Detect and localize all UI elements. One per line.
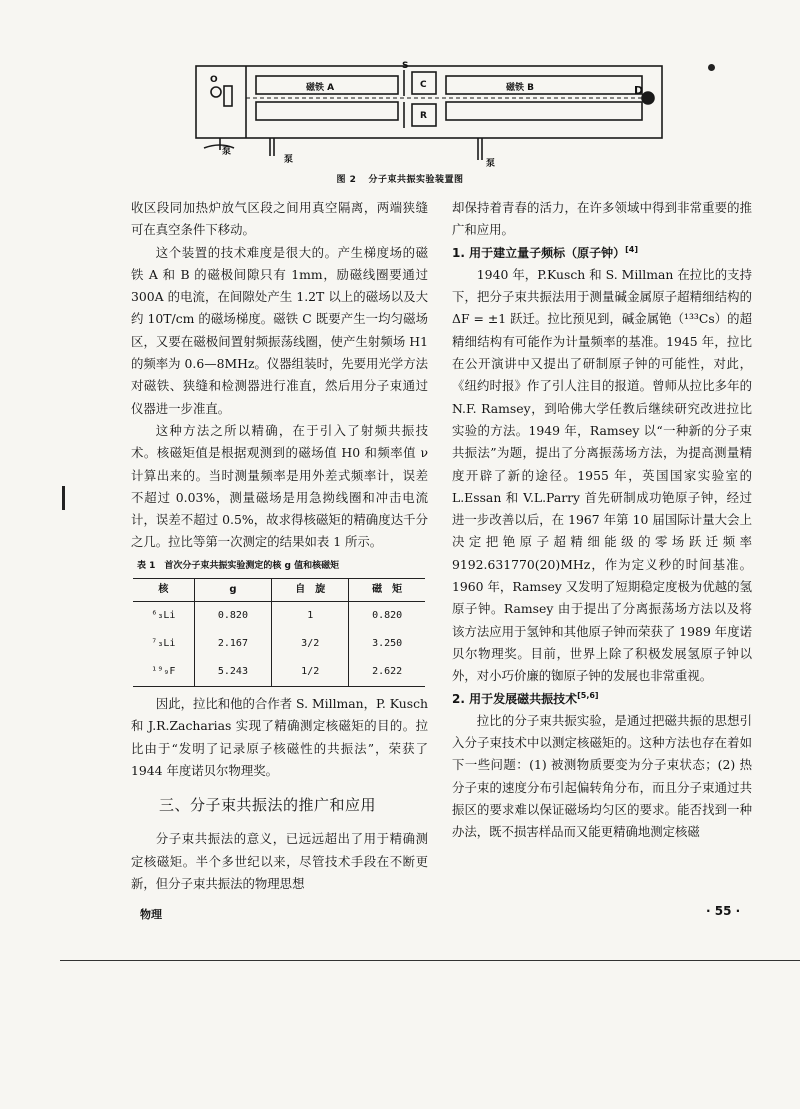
- table-cell: 3/2: [272, 630, 349, 658]
- paragraph: 因此，拉比和他的合作者 S. Millman，P. Kusch 和 J.R.Zacharias 实现了精确测定核磁矩的目的。拉比由于“发明了记录原子核磁性的共振法”，荣获了 1944 年度诺贝尔物理奖。: [131, 696, 428, 778]
- label-magnet-b: 磁铁 B: [506, 83, 534, 93]
- figure-caption-number: 图 2: [336, 175, 357, 185]
- paragraph: 这个装置的技术难度是很大的。产生梯度场的磁铁 A 和 B 的磁极间隙只有 1mm，励磁线圈要通过 300A 的电流，在间隙处产生 1.2T 以上的磁场以及大约 10T/cm 的磁场梯度。磁铁 C 既要产生一均匀磁场区，又要在磁极间置射频振荡线圈，使产生射频场 H1 的频率为 0.6—8MHz。仪器组装时，先要用光学方法对磁铁、狭缝和检测器进行准直，然后用分子束通过仪器进一步准直。: [131, 244, 428, 416]
- scan-speck: [62, 486, 65, 510]
- label-magnet-a: 磁铁 A: [306, 83, 335, 93]
- paragraph: 1940 年，P.Kusch 和 S. Millman 在拉比的支持下，把分子束共振法用于测量碱金属原子超精细结构的 ΔF = ±1 跃迁。拉比预见到，碱金属铯（¹³³Cs）的超精细结构有可能作为计量频率的基准。1945 年，拉比在公开演讲中又提出了研制原子钟的可能性，对此，《纽约时报》作了引人注目的报道。曾师从拉比多年的 N.F. Ramsey，到哈佛大学任教后继续研究改进拉比实验的方法。1949 年，Ramsey 以“一种新的分子束共振法”为题，提出了分离振荡场方法，为提高测量精度开辟了新的途径。1955 年，英国国家实验室的 L.Essan 和 V.L.Parry 首先研制成功铯原子钟，经过进一步改善以后，在 1967 年第 10 届国际计量大会上决定把铯原子超精细能级的零场跃迁频率 9192.631770(20)MHz，作为定义秒的时间基准。1960 年，Ramsey 又发明了短期稳定度极为优越的氢原子钟。Ramsey 由于提出了分离振荡场方法以及将该方法应用于氢钟和其他原子钟而荣获了 1989 年度诺贝尔物理奖。目前，世界上除了积极发展氢原子钟以外，对小巧价廉的铷原子钟的发展也非常重视。: [452, 266, 752, 684]
- table-caption: 表 1 首次分子束共振实验测定的核 g 值和核磁矩: [137, 560, 340, 571]
- table-cell: 0.820: [349, 602, 425, 631]
- subsection-heading-clock: [452, 242, 752, 264]
- nuclear-moment-table: [133, 578, 425, 687]
- paragraph: 这种方法之所以精确，在于引入了射频共振技术。核磁矩值是根据观测到的磁场值 H0 和频率值 ν 计算出来的。当时测量频率是用外差式频率计，误差不超过 0.03%，测量磁场是用急拗线圈和冲击电流计，误差不超过 0.5%，故求得核磁矩的精确度达千分之几。拉比等第一次测定的结果如表 1 所示。: [131, 422, 428, 550]
- table-cell: 2.622: [349, 658, 425, 687]
- table-row: [133, 602, 425, 631]
- paragraph: 收区段同加热炉放气区段之间用真空隔离，两端狭缝可在真空条件下移动。: [131, 200, 428, 238]
- footer-journal-name: 物理: [140, 908, 162, 921]
- reference-mark: [5,6]: [577, 690, 599, 700]
- table-cell: ¹⁹₉F: [151, 665, 176, 677]
- footer-page-number: · 55 ·: [706, 904, 741, 918]
- subsection-heading-mr: [452, 688, 752, 710]
- subsection-heading-text: 2. 用于发展磁共振技术: [452, 691, 578, 706]
- table-cell: ⁷₃Li: [151, 637, 176, 649]
- table-cell: ⁶₃Li: [151, 609, 176, 621]
- figure-caption-text: 分子束共振实验装置图: [368, 175, 464, 185]
- label-pump-3: 泵: [486, 159, 496, 168]
- subsection-heading-text: 1. 用于建立量子频标（原子钟）: [452, 245, 626, 260]
- scan-speck: [708, 64, 715, 71]
- paragraph: 分子束共振法的意义，已远远超出了用于精确测定核磁矩。半个多世纪以来，尽管技术手段在不断更新，但分子束共振法的物理思想: [131, 831, 428, 891]
- label-o: O: [210, 75, 218, 85]
- table-cell: 5.243: [194, 658, 271, 687]
- apparatus-diagram: [150, 56, 670, 168]
- table-header: 磁 矩: [349, 578, 425, 601]
- bottom-rule: [60, 960, 800, 961]
- table-header: 自 旋: [272, 578, 349, 601]
- label-pump-2: 泵: [284, 155, 294, 165]
- table-row: [133, 658, 425, 687]
- table-cell: 1/2: [272, 658, 349, 687]
- label-d: D: [634, 84, 644, 97]
- table-header: g: [194, 578, 271, 601]
- reference-mark: [4]: [625, 244, 638, 254]
- paragraph: 却保持着青春的活力，在许多领域中得到非常重要的推广和应用。: [452, 200, 752, 238]
- table-cell: 1: [272, 602, 349, 631]
- table-cell: 0.820: [194, 602, 271, 631]
- table-cell: 2.167: [194, 630, 271, 658]
- left-column: [131, 197, 428, 895]
- table-header-row: [133, 578, 425, 601]
- label-r: R: [420, 111, 427, 121]
- section-heading: 三、分子束共振法的推广和应用: [159, 796, 377, 815]
- table-row: [133, 630, 425, 658]
- table-cell: 3.250: [349, 630, 425, 658]
- label-s: S: [402, 61, 409, 71]
- table-header: 核: [158, 583, 169, 595]
- figure-caption: [0, 172, 800, 185]
- paragraph: 拉比的分子束共振实验，是通过把磁共振的思想引入分子束技术中以测定核磁矩的。这种方法也存在着如下一些问题：(1) 被测物质要变为分子束状态；(2) 热分子束的速度分布引起偏转角分布，而且分子束通过共振区的要求难以保证磁场均匀区的要求。能否找到一种办法，既不损害样品而又能更精确地测定核磁: [452, 712, 752, 840]
- right-column: [452, 197, 752, 844]
- label-pump-1: 泵: [222, 147, 232, 157]
- label-c: C: [420, 80, 427, 90]
